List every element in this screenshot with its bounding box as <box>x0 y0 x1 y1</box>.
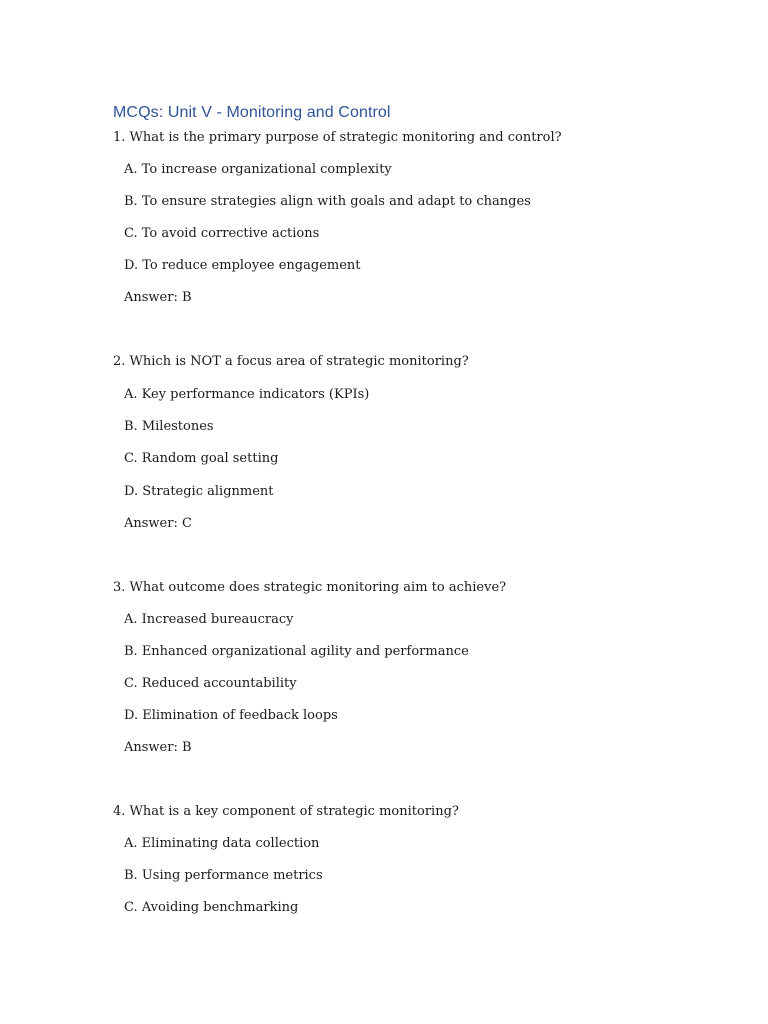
question-2-option-a: A. Key performance indicators (KPIs) <box>124 387 370 402</box>
question-4-option-c: C. Avoiding benchmarking <box>124 900 299 915</box>
question-4-text: 4. What is a key component of strategic monitoring? <box>113 804 459 819</box>
question-1-option-b: B. To ensure strategies align with goals and adapt to changes <box>124 194 531 209</box>
question-2-text: 2. Which is NOT a focus area of strategic monitoring? <box>113 354 469 369</box>
question-1-answer: Answer: B <box>124 290 192 305</box>
question-3-text: 3. What outcome does strategic monitoring aim to achieve? <box>113 580 507 595</box>
document-title: MCQs: Unit V - Monitoring and Control <box>113 104 391 121</box>
question-3-option-c: C. Reduced accountability <box>124 676 297 691</box>
question-2-answer: Answer: C <box>124 516 192 531</box>
question-1-text: 1. What is the primary purpose of strategic monitoring and control? <box>113 130 562 145</box>
question-3-option-d: D. Elimination of feedback loops <box>124 708 338 723</box>
question-4-option-b: B. Using performance metrics <box>124 868 323 883</box>
question-3-option-b: B. Enhanced organizational agility and performance <box>124 644 469 659</box>
question-3-option-a: A. Increased bureaucracy <box>124 612 294 627</box>
question-2-option-b: B. Milestones <box>124 419 214 434</box>
question-1-option-a: A. To increase organizational complexity <box>124 162 392 177</box>
question-4-option-a: A. Eliminating data collection <box>124 836 320 851</box>
question-2-option-c: C. Random goal setting <box>124 451 279 466</box>
question-1-option-c: C. To avoid corrective actions <box>124 226 320 241</box>
question-3-answer: Answer: B <box>124 740 192 755</box>
question-2-option-d: D. Strategic alignment <box>124 484 274 499</box>
question-1-option-d: D. To reduce employee engagement <box>124 258 361 273</box>
